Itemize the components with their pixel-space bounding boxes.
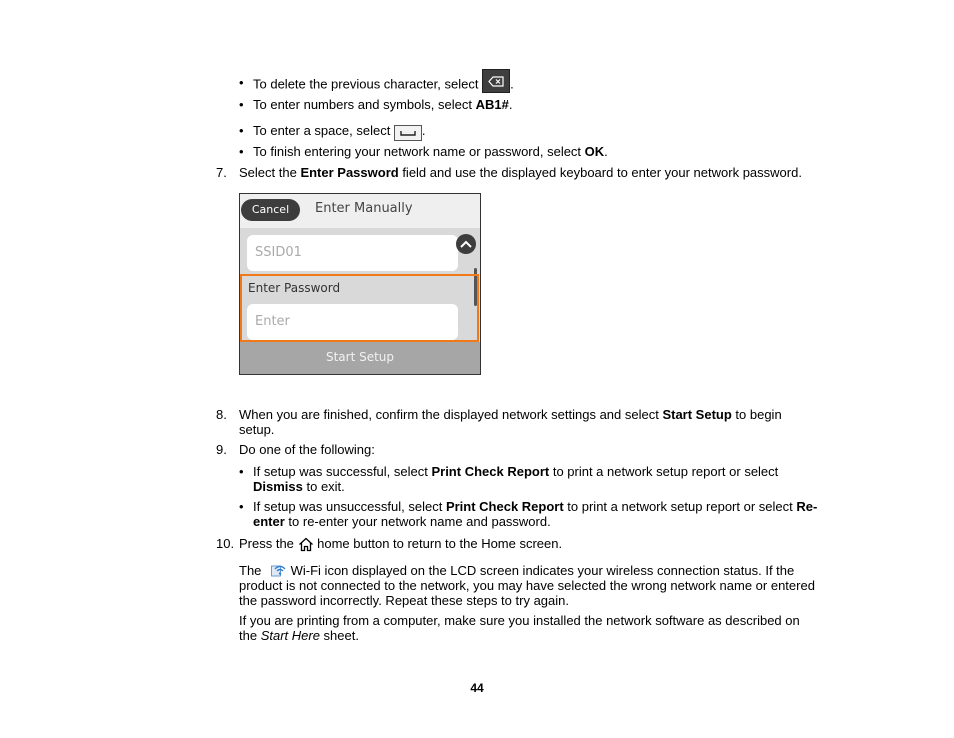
password-field[interactable]: Enter (247, 304, 458, 340)
bullet-marker: • (239, 464, 244, 479)
list-item: • To enter numbers and symbols, select AB1#. (239, 97, 513, 112)
password-label: Enter Password (248, 281, 341, 295)
step-number: 10. (216, 536, 235, 551)
step-text: Do one of the following: (239, 442, 375, 457)
space-key-icon (394, 125, 422, 141)
start-setup-button[interactable]: Start Setup (325, 350, 395, 364)
step-text: When you are finished, confirm the displayed network settings and select Start Setup to begin (239, 407, 782, 422)
paragraph-line: The Wi-Fi icon displayed on the LCD screen indicates your wireless connection status. If the (239, 563, 795, 578)
lcd-title: Enter Manually (315, 201, 413, 216)
home-icon (298, 537, 314, 555)
list-item: • If setup was unsuccessful, select Print Check Report to print a network setup report or select Re- enter to re-enter your network name and password. (239, 499, 818, 529)
ssid-field[interactable]: SSID01 (247, 235, 458, 271)
bullet-marker: • (239, 499, 244, 514)
step-text-line2: setup. (239, 422, 275, 437)
cancel-button[interactable]: Cancel (241, 199, 300, 221)
lcd-screenshot (239, 193, 481, 375)
step-number: 7. (216, 165, 227, 180)
paragraph-line: product is not connected to the network, you may have selected the wrong network name or entered (239, 578, 815, 593)
bullet-marker: • (239, 75, 244, 90)
list-item: • To finish entering your network name or password, select OK. (239, 144, 608, 159)
list-item: • To delete the previous character, select . (239, 75, 244, 90)
paragraph-line: If you are printing from a computer, make sure you installed the network software as described on (239, 613, 800, 628)
step-number: 8. (216, 407, 227, 422)
highlight-frame (240, 274, 479, 342)
step-number: 9. (216, 442, 227, 457)
bullet-marker: • (239, 123, 244, 138)
bullet-text: To delete the previous character, select (253, 76, 483, 92)
paragraph-line: the password incorrectly. Repeat these steps to try again. (239, 593, 569, 608)
bullet-marker: • (239, 97, 244, 112)
paragraph-line: the Start Here sheet. (239, 628, 359, 643)
step-text: Select the Enter Password field and use the displayed keyboard to enter your network password. (239, 165, 802, 180)
list-item: • If setup was successful, select Print Check Report to print a network setup report or select Dismiss to exit. (239, 464, 779, 494)
page-number: 44 (470, 681, 484, 695)
backspace-key-icon (482, 69, 510, 93)
bullet-marker: • (239, 144, 244, 159)
scroll-up-icon[interactable] (456, 234, 476, 254)
step-text: Press the home button to return to the Home screen. (239, 536, 562, 555)
list-item: • To enter a space, select . (239, 123, 244, 138)
